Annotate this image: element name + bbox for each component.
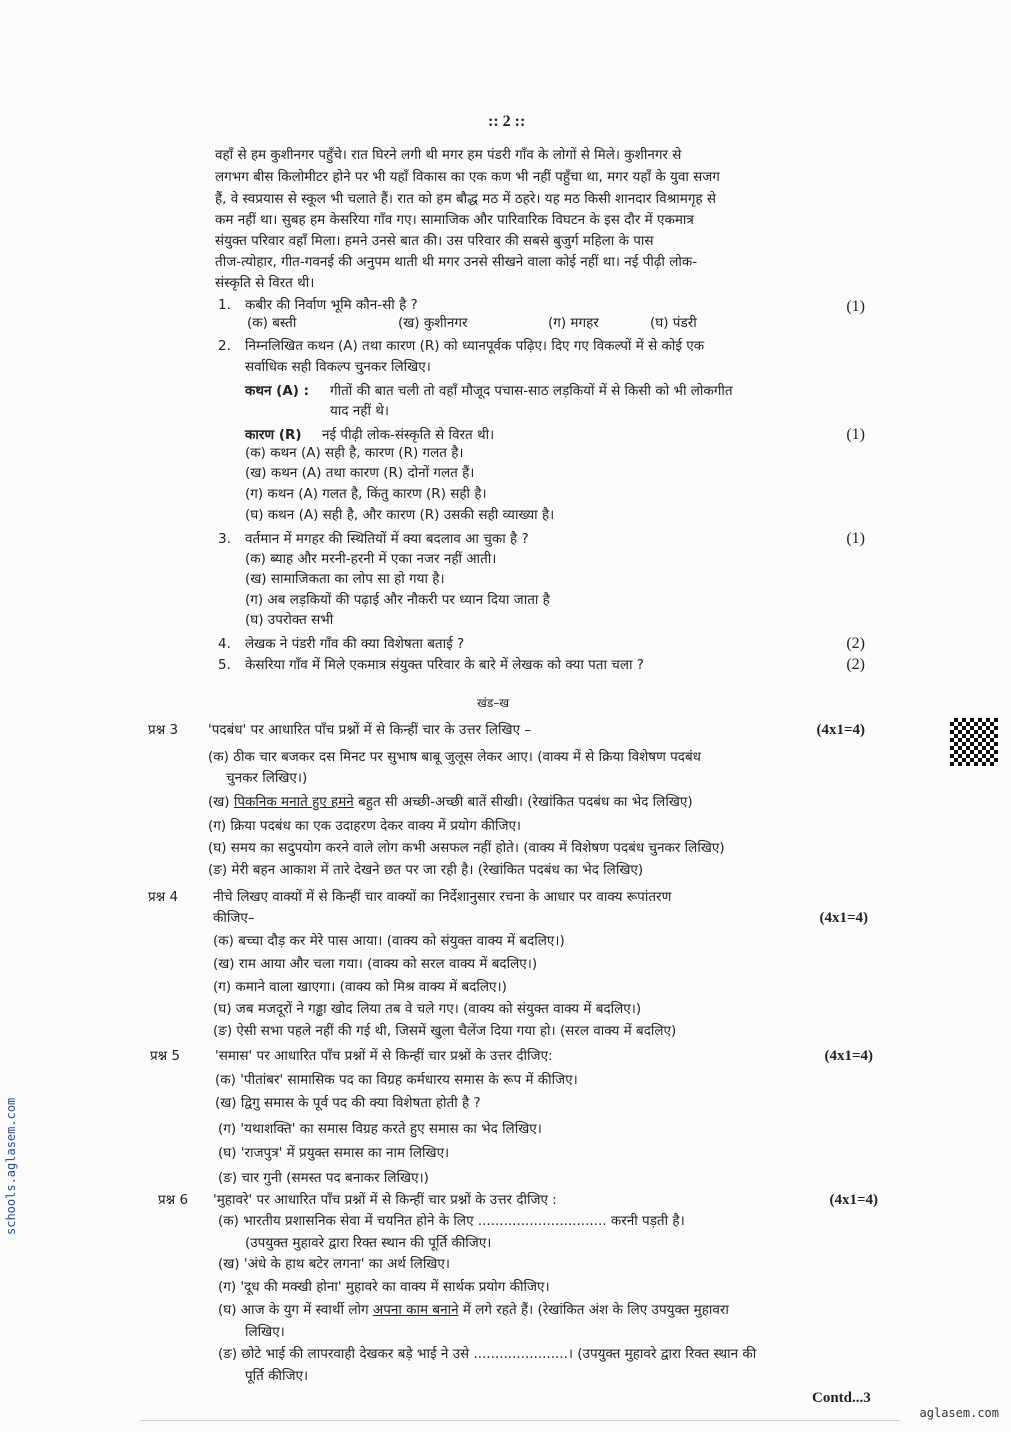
page-number: :: 2 :: — [488, 113, 526, 130]
sub-question: पूर्ति कीजिए। — [245, 1368, 309, 1384]
footer-divider — [140, 1420, 900, 1421]
question-text: कीजिए– — [213, 910, 255, 926]
marks: (2) — [846, 656, 865, 673]
sub-question: चुनकर लिखिए।) — [226, 770, 308, 786]
passage-line: कम नहीं था। सुबह हम केसरिया गाँव गए। सामाजिक और पारिवारिक विघटन के इस दौर में एकमात्र — [215, 212, 694, 228]
option: (ग) मगहर — [548, 315, 599, 331]
underlined-phrase: पिकनिक मनाते हुए हमने — [233, 794, 354, 810]
question-number: 2. — [218, 338, 231, 354]
sub-question: (क) 'पीतांबर' सामासिक पद का विग्रह कर्मधारय समास के रूप में कीजिए। — [215, 1072, 578, 1088]
question-number: 1. — [218, 297, 231, 313]
marks: (1) — [846, 426, 865, 443]
assertion-text: याद नहीं थे। — [330, 403, 389, 419]
sub-question: (उपयुक्त मुहावरे द्वारा रिक्त स्थान की पूर्ति कीजिए। — [245, 1235, 492, 1251]
option: (घ) उपरोक्त सभी — [245, 612, 334, 628]
reason-label: कारण (R) — [245, 427, 302, 443]
sub-question: (ग) कमाने वाला खाएगा। (वाक्य को मिश्र वाक्य में बदलिए।) — [213, 979, 507, 995]
marks: (1) — [846, 530, 865, 547]
sub-question: (क) बच्चा दौड़ कर मेरे पास आया। (वाक्य को संयुक्त वाक्य में बदलिए।) — [213, 933, 565, 949]
question-number: 3. — [218, 531, 231, 547]
question-text: वर्तमान में मगहर की स्थितियों में क्या बदलाव आ चुका है ? — [245, 531, 529, 547]
passage-line: तीज-त्योहार, गीत-गवनई की अनुपम थाती थी मगर उनसे सीखने वाला कोई नहीं था। नई पीढ़ी लोक- — [215, 254, 698, 270]
passage-line: वहाँ से हम कुशीनगर पहुँचे। रात घिरने लगी थी मगर हम पंडरी गाँव के लोगों से मिले। कुशीनगर से — [215, 147, 682, 163]
option: (क) बस्ती — [247, 315, 297, 331]
option: (ख) कथन (A) तथा कारण (R) दोनों गलत हैं। — [245, 465, 475, 481]
passage-line: संयुक्त परिवार वहाँ मिला। हमने उनसे बात की। उस परिवार की सबसे बुजुर्ग महिला के पास — [215, 233, 654, 249]
marks: (1) — [846, 298, 865, 315]
option: (घ) पंडरी — [650, 315, 697, 331]
option: (क) ब्याह और मरनी-हरनी में एका नजर नहीं आती। — [245, 551, 497, 567]
passage-line: लगभग बीस किलोमीटर होने पर भी यहाँ विकास का एक कण भी नहीं पहुँचा था, मगर यहाँ के युवा सजग — [215, 169, 720, 185]
option: (ख) कुशीनगर — [398, 315, 468, 331]
passage-line: संस्कृति से विरत थी। — [215, 275, 315, 291]
question-text: 'समास' पर आधारित पाँच प्रश्नों में से किन्हीं चार प्रश्नों के उत्तर दीजिए: — [215, 1048, 553, 1064]
sub-question: (ङ) छोटे भाई की लापरवाही देखकर बड़े भाई ने उसे ......................। (उपयुक्त मुहावरे द्वारा रिक्त स्थान की — [218, 1346, 757, 1362]
sub-question: (ग) क्रिया पदबंध का एक उदाहरण देकर वाक्य में प्रयोग कीजिए। — [208, 818, 522, 834]
item-text: (घ) आज के युग में स्वार्थी लोग — [218, 1302, 369, 1318]
sub-question: (ग) 'दूध की मक्खी होना' मुहावरे का वाक्य में सार्थक प्रयोग कीजिए। — [218, 1279, 550, 1295]
question-label: प्रश्न 3 — [148, 722, 179, 738]
option: (घ) कथन (A) सही है, और कारण (R) उसकी सही व्याख्या है। — [245, 507, 555, 523]
question-text: सर्वाधिक सही विकल्प चुनकर लिखिए। — [245, 359, 431, 375]
sub-question: (क) ठीक चार बजकर दस मिनट पर सुभाष बाबू जुलूस लेकर आए। (वाक्य में से क्रिया विशेषण पदबंध — [208, 749, 701, 765]
sub-question: (क) भारतीय प्रशासनिक सेवा में चयनित होने के लिए .............................. करनी पड़ती है। — [218, 1213, 685, 1229]
assertion-text: गीतों की बात चली तो वहाँ मौजूद पचास-साठ लड़कियों में से किसी को भी लोकगीत — [330, 383, 733, 399]
sub-question: (ख) 'अंधे के हाथ बटेर लगना' का अर्थ लिखिए। — [218, 1256, 450, 1272]
question-text: निम्नलिखित कथन (A) तथा कारण (R) को ध्यानपूर्वक पढ़िए। दिए गए विकल्पों में से कोई एक — [245, 338, 705, 354]
sub-question: (ङ) ऐसी सभा पहले नहीं की गई थी, जिसमें खुला चैलेंज दिया गया हो। (सरल वाक्य में बदलिए) — [213, 1023, 677, 1039]
question-number: 4. — [218, 636, 231, 652]
brand-watermark: aglasem.com — [919, 1406, 999, 1420]
sub-question: (घ) समय का सदुपयोग करने वाले लोग कभी असफल नहीं होते। (वाक्य में विशेषण पदबंध चुनकर लिखिए) — [208, 840, 725, 856]
section-b-title: खंड–ख — [477, 696, 510, 710]
marks: (4x1=4) — [819, 910, 868, 926]
underlined-phrase: अपना काम बनाने — [372, 1302, 459, 1318]
sub-question — [218, 1300, 729, 1320]
sub-question: (ख) राम आया और चला गया। (वाक्य को सरल वाक्य में बदलिए।) — [213, 956, 538, 972]
sub-question: (घ) 'राजपुत्र' में प्रयुक्त समास का नाम लिखिए। — [218, 1145, 450, 1161]
question-text: 'मुहावरे' पर आधारित पाँच प्रश्नों में से किन्हीं चार प्रश्नों के उत्तर दीजिए : — [213, 1192, 557, 1208]
question-text: 'पदबंध' पर आधारित पाँच प्रश्नों में से किन्हीं चार के उत्तर लिखिए – — [208, 722, 532, 738]
sub-question: (ग) 'यथाशक्ति' का समास विग्रह करते हुए समास का भेद लिखिए। — [218, 1121, 542, 1137]
question-label: प्रश्न 6 — [158, 1192, 189, 1208]
option: (क) कथन (A) सही है, कारण (R) गलत है। — [245, 445, 464, 461]
question-number: 5. — [218, 657, 231, 673]
marks: (4x1=4) — [829, 1192, 878, 1208]
question-text: केसरिया गाँव में मिले एकमात्र संयुक्त परिवार के बारे में लेखक को क्या पता चला ? — [245, 657, 644, 673]
sub-question: लिखिए। — [245, 1324, 285, 1340]
sub-question: (ख) द्विगु समास के पूर्व पद की क्या विशेषता होती है ? — [215, 1095, 481, 1111]
sub-question: (ङ) चार गुनी (समस्त पद बनाकर लिखिए।) — [218, 1170, 429, 1186]
qr-code-icon — [950, 718, 998, 766]
option: (ग) अब लड़कियों की पढ़ाई और नौकरी पर ध्यान दिया जाता है — [245, 592, 550, 608]
question-text: कबीर की निर्वाण भूमि कौन-सी है ? — [245, 297, 418, 313]
assertion-label: कथन (A) : — [245, 383, 310, 399]
question-text: नीचे लिखए वाक्यों में से किन्हीं चार वाक्यों का निर्देशानुसार रचना के आधार पर वाक्य रूपांतरण — [213, 889, 672, 905]
marks: (2) — [846, 635, 865, 652]
passage-line: हैं, वे स्वप्रयास से स्कूल भी चलाते हैं। रात को हम बौद्ध मठ में ठहरे। यह मठ किसी शानदार विश्रामगृह से — [215, 191, 717, 207]
item-label: (ख) — [208, 794, 230, 810]
side-watermark: schools.aglasem.com — [4, 1097, 18, 1235]
marks: (4x1=4) — [816, 722, 865, 738]
sub-question: (घ) जब मजदूरों ने गड्ढा खोद लिया तब वे चले गए। (वाक्य को संयुक्त वाक्य में बदलिए।) — [213, 1001, 642, 1017]
reason-text: नई पीढ़ी लोक-संस्कृति से विरत थी। — [322, 427, 495, 443]
question-label: प्रश्न 5 — [150, 1048, 181, 1064]
sub-question: (ङ) मेरी बहन आकाश में तारे देखने छत पर जा रही है। (रेखांकित पदबंध का भेद लिखिए) — [208, 862, 644, 878]
marks: (4x1=4) — [824, 1048, 873, 1064]
item-text: में लगे रहते हैं। (रेखांकित अंश के लिए उपयुक्त मुहावरा — [462, 1302, 729, 1318]
question-label: प्रश्न 4 — [148, 889, 179, 905]
sub-question — [208, 792, 693, 812]
continued-label: Contd...3 — [812, 1390, 871, 1406]
item-text: बहुत सी अच्छी-अच्छी बातें सीखी। (रेखांकित पदबंध का भेद लिखिए) — [358, 794, 693, 810]
question-text: लेखक ने पंडरी गाँव की क्या विशेषता बताई ? — [245, 636, 465, 652]
option: (ग) कथन (A) गलत है, किंतु कारण (R) सही है। — [245, 486, 487, 502]
option: (ख) सामाजिकता का लोप सा हो गया है। — [245, 571, 445, 587]
